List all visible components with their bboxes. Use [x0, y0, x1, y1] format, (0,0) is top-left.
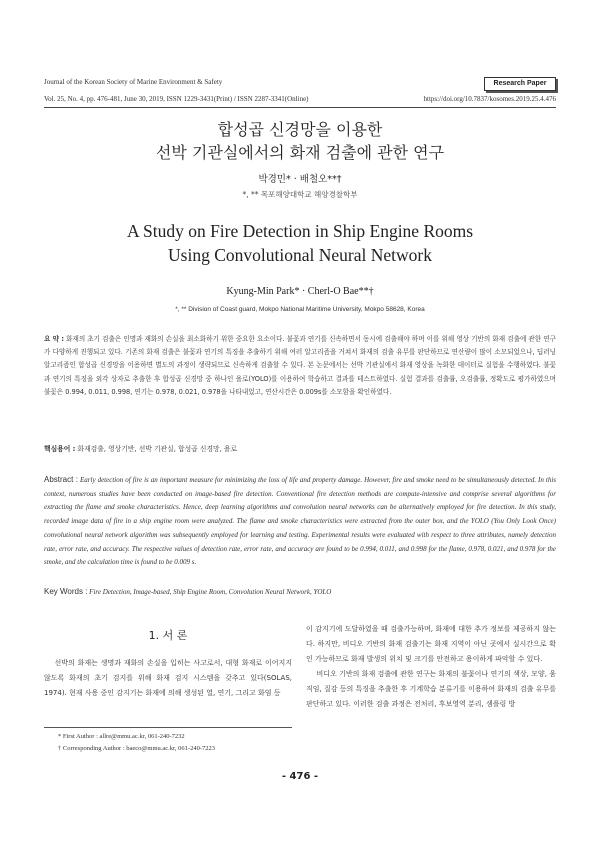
english-abstract — [44, 473, 556, 570]
footnote-first-author: * First Author : allre@mmu.ac.kr, 061-240-7232 — [58, 733, 185, 740]
korean-abstract-label: 요 약 : — [44, 335, 64, 343]
doi-link[interactable]: https://doi.org/10.7837/kosomes.2019.25.4.476 — [423, 95, 556, 103]
section-heading-introduction: 1. 서 론 — [148, 629, 188, 642]
volume-info: Vol. 25, No. 4, pp. 476-481, June 30, 2019, ISSN 1229-3431(Print) / ISSN 2287-3341(Online) — [44, 95, 309, 103]
english-title-line2: Using Convolutional Neural Network — [168, 245, 432, 265]
korean-keywords — [44, 443, 556, 453]
paragraph: 이 감지기에 도달하였을 때 검출가능하며, 화재에 대한 추가 정보를 제공하지 않는다. 하지만, 비디오 기반의 화재 검출기는 화재 지역이 아닌 곳에서 실시간으로 확인 가능하므로 화재 발생의 위치 및 크기를 안전하고 용이하게 파악할 수 있다. — [306, 625, 556, 663]
korean-abstract-text: 화재의 초기 검출은 인명과 재화의 손실을 최소화하기 위한 중요한 요소이다. 불꽃과 연기를 신속하면서 동시에 검출해야 하며 이를 위해 영상 기반의 화재 검출에 관한 연구가 다양하게 진행되고 있다. 기존의 화재 검출은 불꽃과 연기의 특징을 추출하기 위해 여러 알고리즘을 거쳐서 화재의 검출 유무를 판단하므로 연산량이 많이 소모되었으나, 딥러닝 알고리즘인 합성곱 신경망을 이용하면 별도의 과정이 생략되므로 신속하게 검출할 수 있다. 본 논문에서는 선박 기관실에서 화재 영상을 녹화한 데이터로 실험을 수행하였다. 불꽃과 연기의 특징을 외각 상자로 추출한 후 합성곱 신경망 중 하나인 욜로(YOLO)를 이용하여 학습하고 결과를 테스트하였다. 실험 결과를 검출률, 오검출률, 정확도로 평가하였으며 불꽃은 0.994, 0.011, 0.998, 연기는 0.978, 0.021, 0.978을 나타내었고, 연산시간은 0.009s를 소모함을 확인하였다. — [44, 335, 556, 396]
english-abstract-label: Abstract : — [44, 475, 79, 484]
korean-abstract — [44, 333, 556, 399]
english-keywords — [44, 587, 556, 596]
journal-name: Journal of the Korean Society of Marine Environment & Safety — [44, 78, 223, 86]
english-affiliation: *, ** Division of Coast guard, Mokpo National Maritime University, Mokpo 58628, Korea — [175, 306, 425, 313]
footnote-divider — [44, 727, 292, 728]
footnote-corresponding-author: † Corresponding Author : baeco@mmu.ac.kr, 061-240-7223 — [58, 745, 216, 752]
korean-title-line1: 합성곱 신경망을 이용한 — [217, 120, 383, 139]
footnotes — [58, 731, 215, 755]
page-number: - 476 - — [281, 771, 319, 782]
body-right-column — [306, 622, 556, 712]
english-title-line1: A Study on Fire Detection in Ship Engine Rooms — [126, 221, 474, 241]
korean-affiliation: *, ** 목포해양대학교 해양경찰학부 — [242, 190, 358, 199]
korean-keywords-label: 핵심용어 : — [44, 445, 76, 453]
article-type-badge: Research Paper — [484, 77, 556, 91]
header-divider — [44, 107, 556, 108]
english-keywords-text: Fire Detection, Image-based, Ship Engine Room, Convolution Neural Network, YOLO — [89, 588, 332, 596]
paragraph: 비디오 기반의 화재 검출에 관한 연구는 화재의 불꽃이나 연기의 색상, 모양, 움직임, 질감 등의 특징을 추출한 후 기계학습 분류기를 이용하여 화재의 검출 유무를 판단하고 있다. 이러한 검출 과정은 전처리, 후보영역 분리, 샘플링 방 — [306, 670, 556, 708]
english-keywords-label: Key Words : — [44, 587, 88, 596]
korean-title-line2: 선박 기관실에서의 화재 검출에 관한 연구 — [155, 143, 445, 162]
paragraph: 선박의 화재는 생명과 재화의 손실을 입히는 사고로서, 대형 화재로 이어지지 않도록 화재의 초기 검지를 위해 화재 검지 시스템을 갖추고 있다(SOLAS, 1974). 현재 사용 중인 감지기는 화재에 의해 생성된 열, 연기, 그리고 화염 등 — [44, 659, 292, 697]
english-authors: Kyung-Min Park* · Cherl-O Bae**† — [226, 286, 374, 297]
korean-keywords-text: 화재검출, 영상기반, 선박 기관실, 합성곱 신경망, 욜로 — [77, 445, 238, 453]
body-left-column — [44, 656, 292, 701]
english-abstract-text: Early detection of fire is an important measure for minimizing the loss of life and property damage. However, fire and smoke need to be simultaneously detected. In this context, numerous studies have been conducted on image-based fire detection. Conventional fire detection methods are compute-intensive and comprise several algorithms for extracting the flame and smoke characteristics. Hence, deep learning algorithms and convolution neural networks can be alternatively employed for fire detection. In this study, recorded image data of fire in a ship engine room were analyzed. The flame and smoke characteristics were extracted from the outer box, and the YOLO (You Only Look Once) convolutional neural network algorithm was subsequently employed for learning and testing. Experimental results were evaluated with respect to three attributes, namely detection rate, error rate, and accuracy. The respective values of detection rate, error rate, and accuracy are found to be 0.994, 0.011, and 0.998 for the flame, 0.978, 0.021, and 0.978 for the smoke, and the calculation time is found to be 0.009 s. — [44, 476, 556, 567]
korean-authors: 박경민* · 배철오**† — [258, 174, 342, 185]
